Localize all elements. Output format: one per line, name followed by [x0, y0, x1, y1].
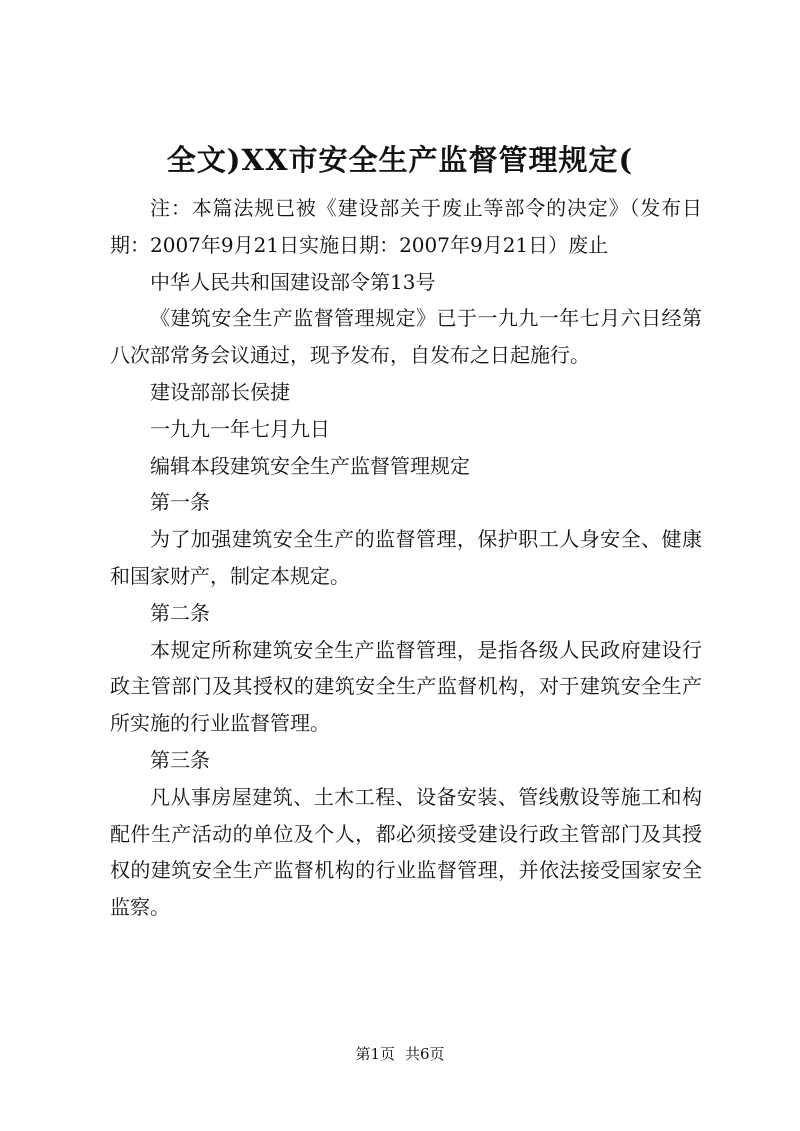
decree-number: 中华人民共和国建设部令第13号	[150, 269, 436, 294]
repeal-note: 注：本篇法规已被《建设部关于废止等部令的决定》（发布日期：2007年9月21日实施日期：2007年9月21日）废止	[110, 196, 702, 257]
article-2-text: 本规定所称建筑安全生产监督管理，是指各级人民政府建设行政主管部门及其授权的建筑安全生产监督机构，对于建筑安全生产所实施的行业监督管理。	[110, 637, 702, 736]
page-total: 共6页	[405, 1045, 445, 1063]
document-title: 全文)XX市安全生产监督管理规定(	[166, 143, 634, 177]
signing-date: 一九九一年七月九日	[150, 416, 330, 441]
article-3-heading: 第三条	[150, 747, 210, 772]
article-2-heading: 第二条	[150, 600, 210, 625]
page-number: 第1页	[355, 1045, 395, 1063]
document-body	[110, 190, 702, 926]
signatory: 建设部部长侯捷	[150, 379, 290, 404]
article-1-text: 为了加强建筑安全生产的监督管理，保护职工人身安全、健康和国家财产，制定本规定。	[110, 527, 702, 588]
section-heading: 编辑本段建筑安全生产监督管理规定	[150, 453, 470, 478]
page-footer	[0, 1044, 800, 1064]
article-3-text: 凡从事房屋建筑、土木工程、设备安装、管线敷设等施工和构配件生产活动的单位及个人，都必须接受建设行政主管部门及其授权的建筑安全生产监督机构的行业监督管理，并依法接受国家安全监察。	[110, 784, 702, 920]
article-1-heading: 第一条	[150, 490, 210, 515]
promulgation-text: 《建筑安全生产监督管理规定》已于一九九一年七月六日经第八次部常务会议通过，现予发布，自发布之日起施行。	[110, 306, 702, 368]
